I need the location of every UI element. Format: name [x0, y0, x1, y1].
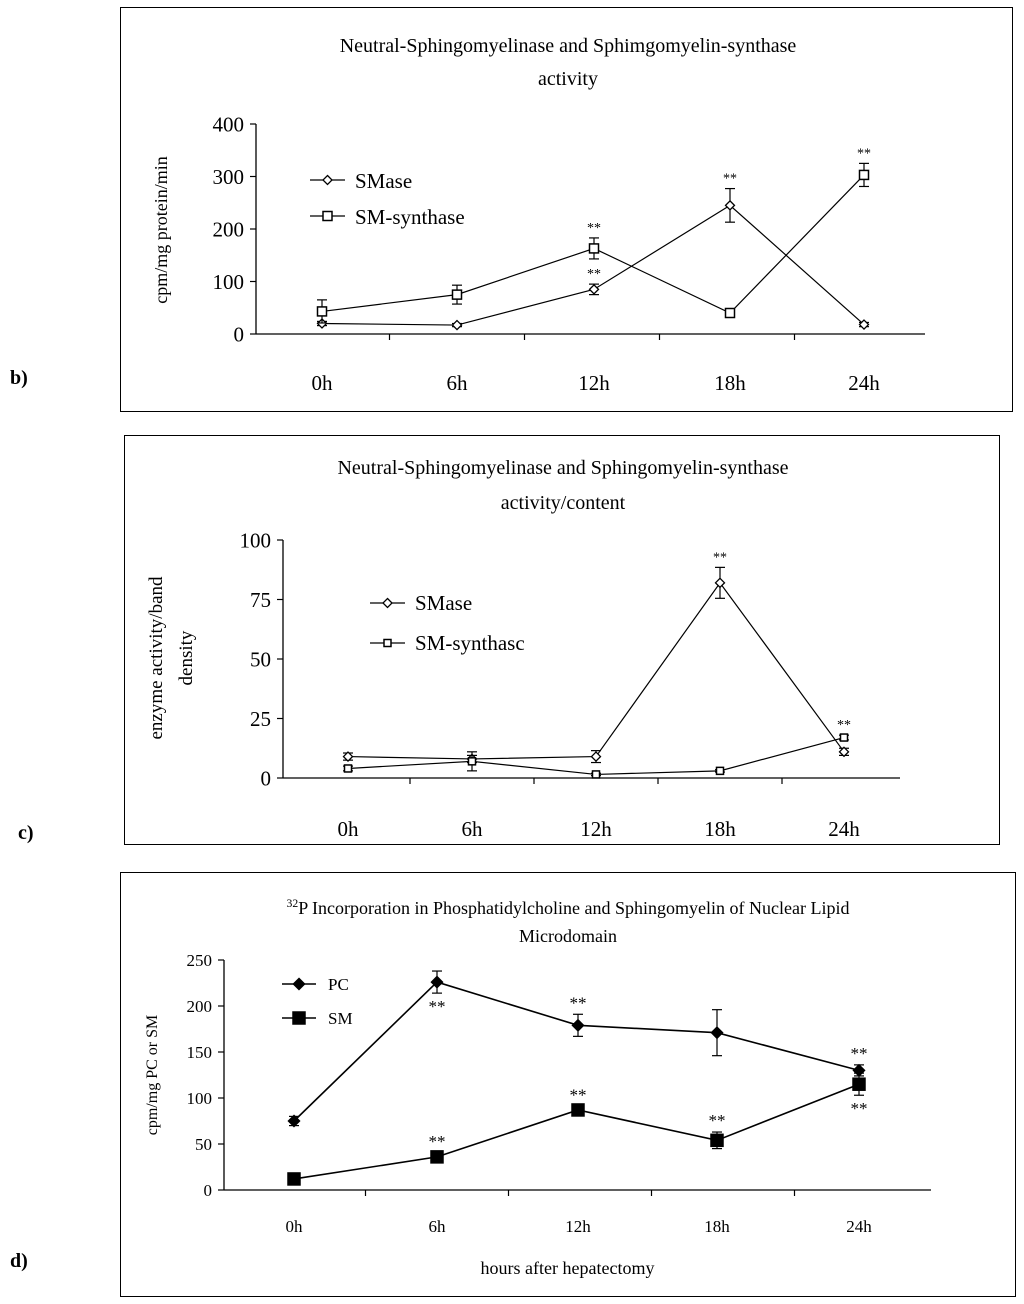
- chart-b-x-tick-label: 18h: [714, 371, 746, 395]
- chart-b-significance-label: **: [857, 146, 871, 162]
- chart-d-x-tick-label: 0h: [285, 1217, 303, 1236]
- chart-c-y-axis-label: density: [176, 630, 197, 686]
- chart-d-significance-label: **: [428, 997, 446, 1017]
- chart-c-title-line: Neutral-Sphingomyelinase and Sphingomyelin-synthase: [337, 457, 789, 479]
- chart-d-point: [572, 1104, 585, 1117]
- chart-b-x-tick-label: 12h: [578, 371, 610, 395]
- chart-b-significance-label: **: [723, 171, 737, 187]
- chart-c-point: [469, 758, 476, 765]
- chart-b-title-line: Neutral-Sphingomyelinase and Sphimgomyelin-synthase: [339, 35, 797, 57]
- chart-b-x-tick-label: 24h: [848, 371, 880, 395]
- chart-c-y-axis-label: enzyme activity/band: [146, 576, 167, 740]
- panel-label-d: d): [10, 1250, 28, 1272]
- chart-c-significance-label: **: [837, 718, 851, 734]
- chart-d-legend-marker: [293, 978, 304, 989]
- chart-d-significance-label: **: [708, 1111, 726, 1131]
- chart-d-point: [711, 1027, 722, 1038]
- chart-c-legend-label: SMase: [415, 591, 473, 615]
- chart-d-legend-label: PC: [328, 975, 349, 994]
- chart-c-y-tick-label: 100: [239, 528, 271, 553]
- chart-c-x-tick-label: 24h: [828, 817, 860, 841]
- chart-b-legend-label: SM-synthase: [355, 205, 465, 229]
- chart-d-point: [853, 1078, 866, 1091]
- chart-b-point: [318, 307, 327, 316]
- chart-c-point: [841, 734, 848, 741]
- chart-b-y-tick-label: 300: [212, 164, 244, 189]
- chart-d-significance-label: **: [569, 1085, 587, 1105]
- chart-b-title-line: activity: [538, 68, 598, 90]
- chart-c-point: [593, 771, 600, 778]
- chart-c-point: [716, 578, 725, 587]
- chart-c-legend-marker: [384, 640, 391, 647]
- chart-c-y-tick-label: 75: [250, 587, 271, 612]
- chart-b-x-tick-label: 6h: [446, 371, 468, 395]
- chart-b-x-tick-label: 0h: [311, 371, 333, 395]
- chart-c-x-tick-label: 6h: [461, 817, 483, 841]
- chart-c-x-tick-label: 0h: [337, 817, 359, 841]
- chart-d-point: [711, 1134, 724, 1147]
- chart-d-x-tick-label: 6h: [428, 1217, 446, 1236]
- chart-d-x-axis-label: hours after hepatectomy: [480, 1258, 655, 1278]
- chart-b-y-tick-label: 100: [212, 269, 244, 294]
- chart-d-y-tick-label: 50: [195, 1134, 212, 1154]
- chart-b-point: [590, 285, 599, 294]
- chart-b-point: [860, 170, 869, 179]
- chart-c-y-tick-label: 25: [250, 706, 271, 731]
- chart-d-point: [288, 1173, 301, 1186]
- chart-d-x-tick-label: 12h: [565, 1217, 591, 1236]
- chart-b-point: [453, 321, 462, 330]
- chart-b-y-tick-label: 200: [212, 217, 244, 242]
- chart-d-legend-label: SM: [328, 1009, 353, 1028]
- chart-c-x-tick-label: 12h: [580, 817, 612, 841]
- chart-b-point: [590, 244, 599, 253]
- chart-c-legend-label: SM-synthasc: [415, 631, 525, 655]
- chart-d-point: [572, 1020, 583, 1031]
- chart-c-point: [592, 752, 601, 761]
- chart-b-significance-label: **: [587, 220, 601, 236]
- chart-d-x-tick-label: 18h: [704, 1217, 730, 1236]
- chart-d-y-tick-label: 250: [186, 950, 212, 970]
- chart-b-legend-marker: [323, 176, 332, 185]
- chart-c-title-line: activity/content: [500, 492, 626, 514]
- chart-b-significance-label: **: [587, 267, 601, 283]
- chart-d-y-tick-label: 150: [186, 1042, 212, 1062]
- chart-b-y-axis-label: cpm/mg protein/min: [151, 156, 171, 304]
- chart-b-legend-label: SMase: [355, 169, 413, 193]
- chart-d-significance-label: **: [428, 1132, 446, 1152]
- chart-c-significance-label: **: [713, 550, 727, 566]
- chart-b-point: [453, 290, 462, 299]
- chart-c-point: [717, 767, 724, 774]
- panel-label-b: b): [10, 367, 28, 389]
- chart-c-y-tick-label: 0: [260, 766, 271, 791]
- chart-d-legend-marker: [293, 1012, 306, 1025]
- chart-b-point: [726, 309, 735, 318]
- chart-d-title-line: $^{32}$P Incorporation in Phosphatidylcholine and Sphingomyelin of Nuclear Lipid: [286, 897, 850, 918]
- chart-c-legend-marker: [383, 599, 392, 608]
- chart-b-y-tick-label: 400: [212, 112, 244, 137]
- chart-d-y-tick-label: 200: [186, 996, 212, 1016]
- chart-d-x-tick-label: 24h: [846, 1217, 872, 1236]
- chart-d-point: [431, 1151, 444, 1164]
- chart-b-y-tick-label: 0: [233, 322, 244, 347]
- chart-c-point: [345, 765, 352, 772]
- chart-b-legend-marker: [323, 212, 332, 221]
- chart-d-title-line: Microdomain: [519, 926, 617, 946]
- chart-d-significance-label: **: [850, 1043, 868, 1063]
- chart-d-y-tick-label: 0: [203, 1180, 212, 1200]
- chart-d-y-axis-label: cpm/mg PC or SM: [144, 1014, 161, 1136]
- chart-d-y-tick-label: 100: [186, 1088, 212, 1108]
- panel-label-c: c): [18, 822, 34, 844]
- chart-c-y-tick-label: 50: [250, 647, 271, 672]
- chart-d-significance-label: **: [850, 1099, 868, 1119]
- chart-d-significance-label: **: [569, 993, 587, 1013]
- chart-c-x-tick-label: 18h: [704, 817, 736, 841]
